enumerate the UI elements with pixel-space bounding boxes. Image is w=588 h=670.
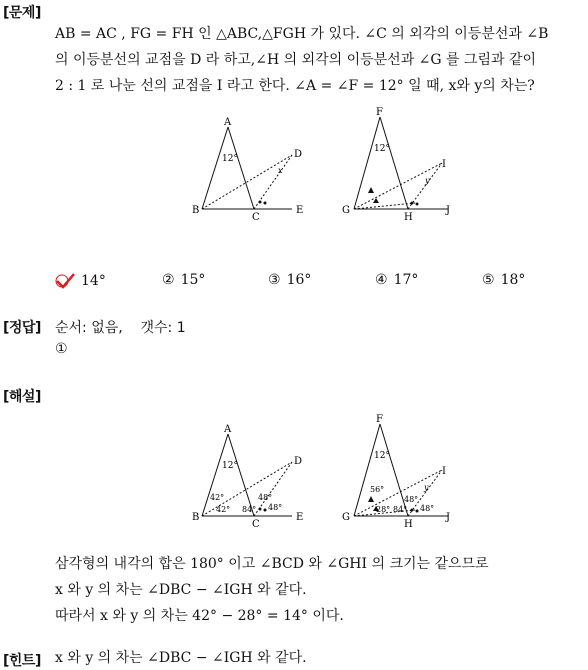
edge-ac — [228, 127, 254, 209]
label-h: H — [404, 212, 413, 223]
line-gi — [354, 163, 442, 209]
bisector-bd — [202, 155, 292, 209]
label-i: I — [442, 159, 446, 170]
label-j: J — [446, 205, 451, 216]
choice-5-text: 18° — [500, 272, 526, 288]
angle-y: y — [425, 176, 430, 185]
choice-1[interactable] — [55, 272, 106, 290]
sol-angle-a: 12° — [222, 461, 238, 471]
solution-header: [해설] — [3, 389, 41, 405]
svg-text:y: y — [424, 483, 429, 492]
label-e: E — [296, 205, 304, 216]
svg-text:I: I — [442, 466, 446, 477]
sol-angle-48-r: 48° — [404, 495, 419, 504]
angle-x: x — [278, 166, 283, 175]
choice-2-text: 15° — [180, 272, 206, 288]
svg-text:C: C — [252, 519, 260, 530]
svg-text:B: B — [192, 512, 200, 523]
choice-5-num: ⑤ — [482, 272, 495, 288]
label-d: D — [294, 149, 303, 160]
solution-figure — [180, 412, 480, 532]
problem-line-1: AB = AC , FG = FH 인 △ABC,△FGH 가 있다. ∠C 의 외각의 이등분선과 ∠B — [55, 26, 549, 42]
hint-line: x 와 y 의 차는 ∠DBC − ∠IGH 와 같다. — [55, 650, 307, 666]
solution-line-1: 삼각형의 내각의 합은 180° 이고 ∠BCD 와 ∠GHI 의 크기는 같으므로 — [55, 556, 489, 572]
svg-text:G: G — [342, 512, 350, 523]
choice-2-num: ② — [162, 272, 175, 288]
hint-header: [힌트] — [3, 653, 41, 669]
sol-angle-48b-r: 48° — [420, 504, 435, 513]
triangle-fgh — [354, 117, 448, 209]
choice-4[interactable] — [375, 272, 418, 288]
angle-f: 12° — [374, 144, 390, 154]
sol-angle-28: 28° — [376, 505, 391, 514]
label-a: A — [224, 117, 232, 128]
choice-4-text: 17° — [393, 272, 419, 288]
sol-angle-48: 48° — [258, 493, 273, 502]
choice-5[interactable] — [482, 272, 525, 288]
edge-ab — [202, 127, 228, 209]
choice-1-text: 14° — [81, 273, 106, 289]
problem-figure — [180, 105, 480, 225]
label-g: G — [342, 205, 350, 216]
answer-line-2: ① — [55, 341, 68, 357]
svg-text:J: J — [446, 512, 451, 523]
svg-text:F: F — [376, 414, 383, 425]
sol-angle-42: 42° — [210, 493, 225, 502]
problem-line-2: 의 이등분선의 교점을 D 라 하고,∠H 의 외각의 이등분선과 ∠G 를 그림과 같이 — [55, 52, 537, 68]
check-icon — [55, 272, 75, 290]
sol-angle-48b: 48° — [268, 503, 283, 512]
sol-angle-f: 12° — [374, 451, 390, 461]
answer-header: [정답] — [3, 320, 41, 336]
choice-3-num: ③ — [268, 272, 281, 288]
angle-a: 12° — [222, 154, 238, 164]
label-f: F — [376, 107, 383, 118]
svg-text:H: H — [404, 519, 413, 530]
choice-3-text: 16° — [286, 272, 312, 288]
svg-text:A: A — [224, 424, 232, 435]
problem-header: [문제] — [3, 5, 41, 21]
sol-angle-84-r: 84° — [393, 505, 408, 514]
line-g-inner — [354, 203, 415, 209]
solution-line-2: x 와 y 의 차는 ∠DBC − ∠IGH 와 같다. — [55, 582, 307, 598]
svg-text:D: D — [294, 456, 303, 467]
choice-3[interactable] — [268, 272, 311, 288]
edge-fh — [380, 117, 408, 209]
problem-line-3: 2 : 1 로 나눈 선의 교점을 I 라고 한다. ∠A = ∠F = 12° 일 때, x와 y의 차는? — [55, 78, 535, 94]
solution-line-3: 따라서 x 와 y 의 차는 42° − 28° = 14° 이다. — [55, 608, 344, 624]
edge-fg — [354, 117, 380, 209]
sol-angle-42b: 42° — [216, 505, 231, 514]
label-b: B — [192, 205, 200, 216]
svg-text:E: E — [296, 512, 304, 523]
sol-angle-84: 84° — [242, 505, 257, 514]
choice-2[interactable] — [162, 272, 205, 288]
label-c: C — [252, 212, 260, 223]
choice-4-num: ④ — [375, 272, 388, 288]
answer-line-1: 순서: 없음, 갯수: 1 — [55, 320, 186, 336]
sol-angle-56: 56° — [370, 485, 385, 494]
